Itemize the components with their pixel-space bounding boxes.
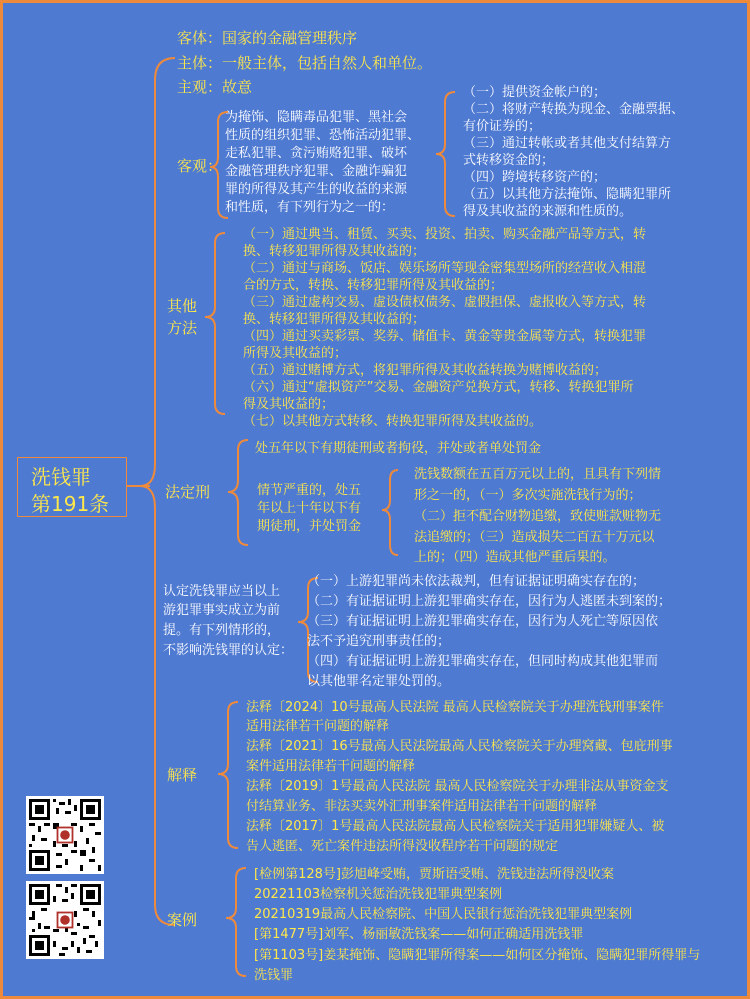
- act-line: （一）提供资金帐户的；: [463, 85, 607, 100]
- method-line: 所得及其收益的；: [243, 346, 348, 361]
- interpretation-line: 法释〔2021〕16号最高人民法院最高人民检察院关于办理窝藏、包庇刑事: [246, 739, 673, 754]
- qr-code-icon: [29, 884, 101, 956]
- objective-desc-line: 走私犯罪、贪污贿赂犯罪、破坏: [225, 146, 408, 161]
- condition-line: 形之一的，（一）多次实施洗钱行为的；: [414, 488, 642, 503]
- method-line: 合的方式，转换、转移犯罪所得及其收益的；: [243, 278, 504, 293]
- act-line: （二）将财产转换为现金、金融票据、: [463, 102, 685, 117]
- interpretation-line: 法释〔2019〕1号最高人民法院 最高人民检察院关于办理非法从事资金支: [246, 779, 669, 794]
- upstream-desc-line: 认定洗钱罪应当以上: [163, 584, 281, 599]
- method-line: （六）通过“虚拟资产”交易、金融资产兑换方式，转移、转换犯罪所: [243, 380, 634, 395]
- method-line: （五）通过赌博方式，将犯罪所得及其收益转换为赌博收益的；: [243, 363, 608, 378]
- method-line: （四）通过买卖彩票、奖券、储值卡、黄金等贵金属等方式，转换犯罪: [243, 329, 647, 344]
- upstream-line: （一）上游犯罪尚未依法裁判，但有证据证明确实存在的；: [307, 574, 646, 589]
- condition-line: 法追缴的；（三）造成损失二百五十万元以: [414, 530, 655, 545]
- objective-desc-line: 罪的所得及其产生的收益的来源: [225, 182, 408, 197]
- interpretation-line: 法释〔2024〕10号最高人民法院 最高人民检察院关于办理洗钱刑事案件: [246, 700, 664, 715]
- interpretation-line: 适用法律若干问题的解释: [246, 719, 390, 734]
- case-line: [检例第128号]彭旭峰受贿，贾斯语受贿、洗钱违法所得没收案: [254, 867, 614, 882]
- condition-line: 上的；（四）造成其他严重后果的。: [414, 550, 616, 565]
- upstream-line: 以其他罪名定罪处罚的。: [307, 674, 451, 689]
- qr-code-icon: [26, 881, 104, 959]
- upstream-desc-line: 游犯罪事实成立为前: [163, 603, 281, 618]
- method-line: （三）通过虚构交易、虚设债权债务、虚假担保、虚报收入等方式，转: [243, 295, 647, 310]
- objective-desc-line: 性质的组织犯罪、恐怖活动犯罪、: [225, 128, 421, 143]
- objective-desc-line: 金融管理秩序犯罪、金融诈骗犯: [225, 164, 408, 179]
- other-methods-label: 其他: [167, 297, 198, 315]
- act-line: 有价证券的；: [463, 119, 542, 134]
- act-line: 得及其收益的来源和性质的。: [463, 204, 633, 219]
- qr-code-icon: [29, 799, 101, 871]
- case-line: 洗钱罪: [254, 968, 294, 983]
- method-line: （七）以其他方式转移、转换犯罪所得及其收益的。: [243, 414, 543, 429]
- interpretation-line: 案件适用法律若干问题的解释: [246, 759, 416, 774]
- upstream-line: （二）有证据证明上游犯罪确实存在，因行为人逃匿未到案的；: [307, 594, 672, 609]
- qr-code-icon: [26, 796, 104, 874]
- subject-text: 主体：一般主体，包括自然人和单位。: [177, 54, 433, 72]
- objective-desc-line: 为掩饰、隐瞒毒品犯罪、黑社会: [225, 110, 408, 125]
- case-line: [第1477号]刘军、杨丽敏洗钱案——如何正确适用洗钱罪: [254, 927, 584, 942]
- act-line: 式转移资金的；: [463, 153, 555, 168]
- penalty-label: 法定刑: [165, 483, 211, 501]
- condition-line: （二）拒不配合财物追缴，致使赃款赃物无: [414, 509, 662, 524]
- method-line: 换、转移犯罪所得及其收益的；: [243, 312, 426, 327]
- interpretation-line: 法释〔2017〕1号最高人民法院最高人民检察院关于适用犯罪嫌疑人、被: [246, 819, 665, 834]
- object-text: 客体：国家的金融管理秩序: [177, 29, 358, 47]
- method-line: （二）通过与商场、饭店、娱乐场所等现金密集型场所的经营收入相混: [243, 261, 647, 276]
- objective-desc-line: 和性质，有下列行为之一的：: [225, 200, 395, 215]
- act-line: （三）通过转帐或者其他支付结算方: [463, 136, 672, 151]
- upstream-desc-line: 提。有下列情形的，: [163, 623, 281, 638]
- other-methods-label-2: 方法: [167, 319, 198, 337]
- cases-label: 案例: [167, 911, 198, 929]
- objective-label: 客观：: [177, 157, 223, 175]
- upstream-line: （四）有证据证明上游犯罪确实存在，但同时构成其他犯罪而: [307, 654, 659, 669]
- case-line: 20210319最高人民检察院、中国人民银行惩治洗钱犯罪典型案例: [254, 907, 633, 922]
- subjective-text: 主观：故意: [177, 78, 253, 96]
- upstream-desc-line: 不影响洗钱罪的认定：: [163, 643, 294, 658]
- interpretation-label: 解释: [167, 766, 198, 784]
- case-line: 20221103检察机关惩治洗钱犯罪典型案例: [254, 887, 503, 902]
- interpretation-line: 付结算业务、非法买卖外汇刑事案件适用法律若干问题的解释: [246, 799, 598, 814]
- title-line1: 洗钱罪: [31, 465, 91, 489]
- upstream-line: （三）有证据证明上游犯罪确实存在，因行为人死亡等原因依: [307, 614, 659, 629]
- method-line: 换、转移犯罪所得及其收益的；: [243, 244, 426, 259]
- interpretation-line: 告人逃匿、死亡案件违法所得没收程序若干问题的规定: [246, 839, 559, 854]
- penalty-basic: 处五年以下有期徒刑或者拘役，并处或者单处罚金: [255, 441, 542, 456]
- serious-line: 情节严重的，处五: [257, 483, 362, 498]
- method-line: 得及其收益的；: [243, 397, 335, 412]
- serious-line: 期徒刑，并处罚金: [257, 519, 362, 534]
- condition-line: 洗钱数额在五百万元以上的，且具有下列情: [414, 467, 662, 482]
- act-line: （五）以其他方法掩饰、隐瞒犯罪所: [463, 187, 672, 202]
- serious-line: 年以上十年以下有: [257, 501, 362, 516]
- act-line: （四）跨境转移资产的；: [463, 170, 607, 185]
- title-line2: 第191条: [31, 492, 110, 516]
- upstream-line: 法不予追究刑事责任的；: [307, 634, 451, 649]
- method-line: （一）通过典当、租赁、买卖、投资、拍卖、购买金融产品等方式，转: [243, 227, 647, 242]
- title-box: [17, 457, 127, 517]
- case-line: [第1103号]姜某掩饰、隐瞒犯罪所得案——如何区分掩饰、隐瞒犯罪所得罪与: [254, 948, 701, 963]
